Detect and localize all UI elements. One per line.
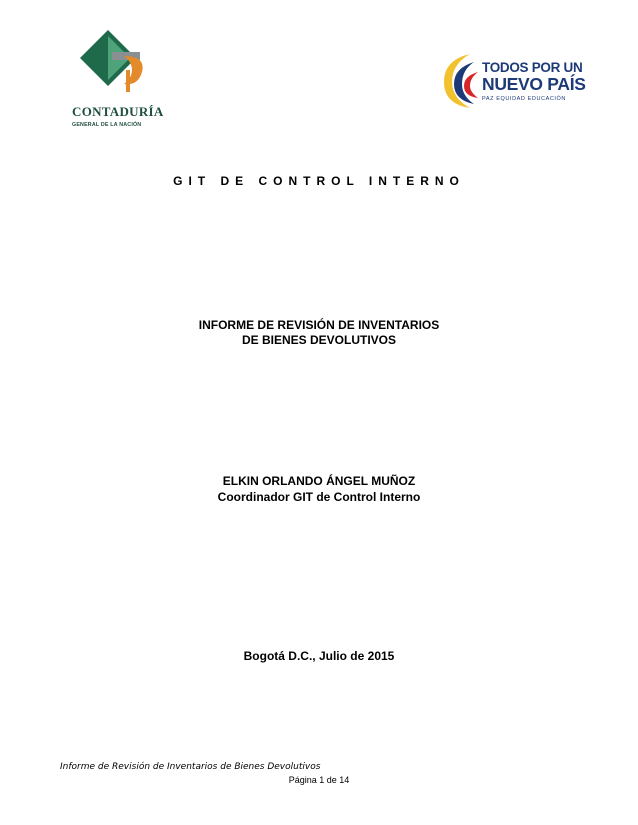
author-block	[0, 473, 638, 505]
footer-document-title: Informe de Revisión de Inventarios de Bienes Devolutivos	[60, 762, 321, 772]
contaduria-subtitle: GENERAL DE LA NACIÓN	[72, 122, 142, 128]
author-role: Coordinador GIT de Control Interno	[217, 490, 421, 504]
footer-page-number: Página 1 de 14	[288, 775, 350, 785]
contaduria-emblem-icon	[78, 30, 158, 102]
logo-slogan: PAZ EQUIDAD EDUCACIÓN	[482, 96, 567, 102]
report-title-line1: INFORME DE REVISIÓN DE INVENTARIOS	[198, 318, 440, 332]
place-and-date: Bogotá D.C., Julio de 2015	[243, 649, 395, 663]
contaduria-name: CONTADURÍA	[72, 104, 164, 119]
colombia-flag-swoosh-icon	[440, 52, 480, 110]
logo-text-line1: TODOS POR UN	[482, 60, 583, 75]
report-title	[0, 318, 638, 348]
report-title-line2: DE BIENES DEVOLUTIVOS	[241, 333, 397, 347]
author-name: ELKIN ORLANDO ÁNGEL MUÑOZ	[222, 474, 416, 488]
department-heading: GIT DE CONTROL INTERNO	[173, 174, 465, 188]
contaduria-logo	[72, 30, 172, 130]
logo-text-line2: NUEVO PAÍS	[482, 74, 586, 94]
todos-por-un-nuevo-pais-logo	[440, 50, 586, 110]
